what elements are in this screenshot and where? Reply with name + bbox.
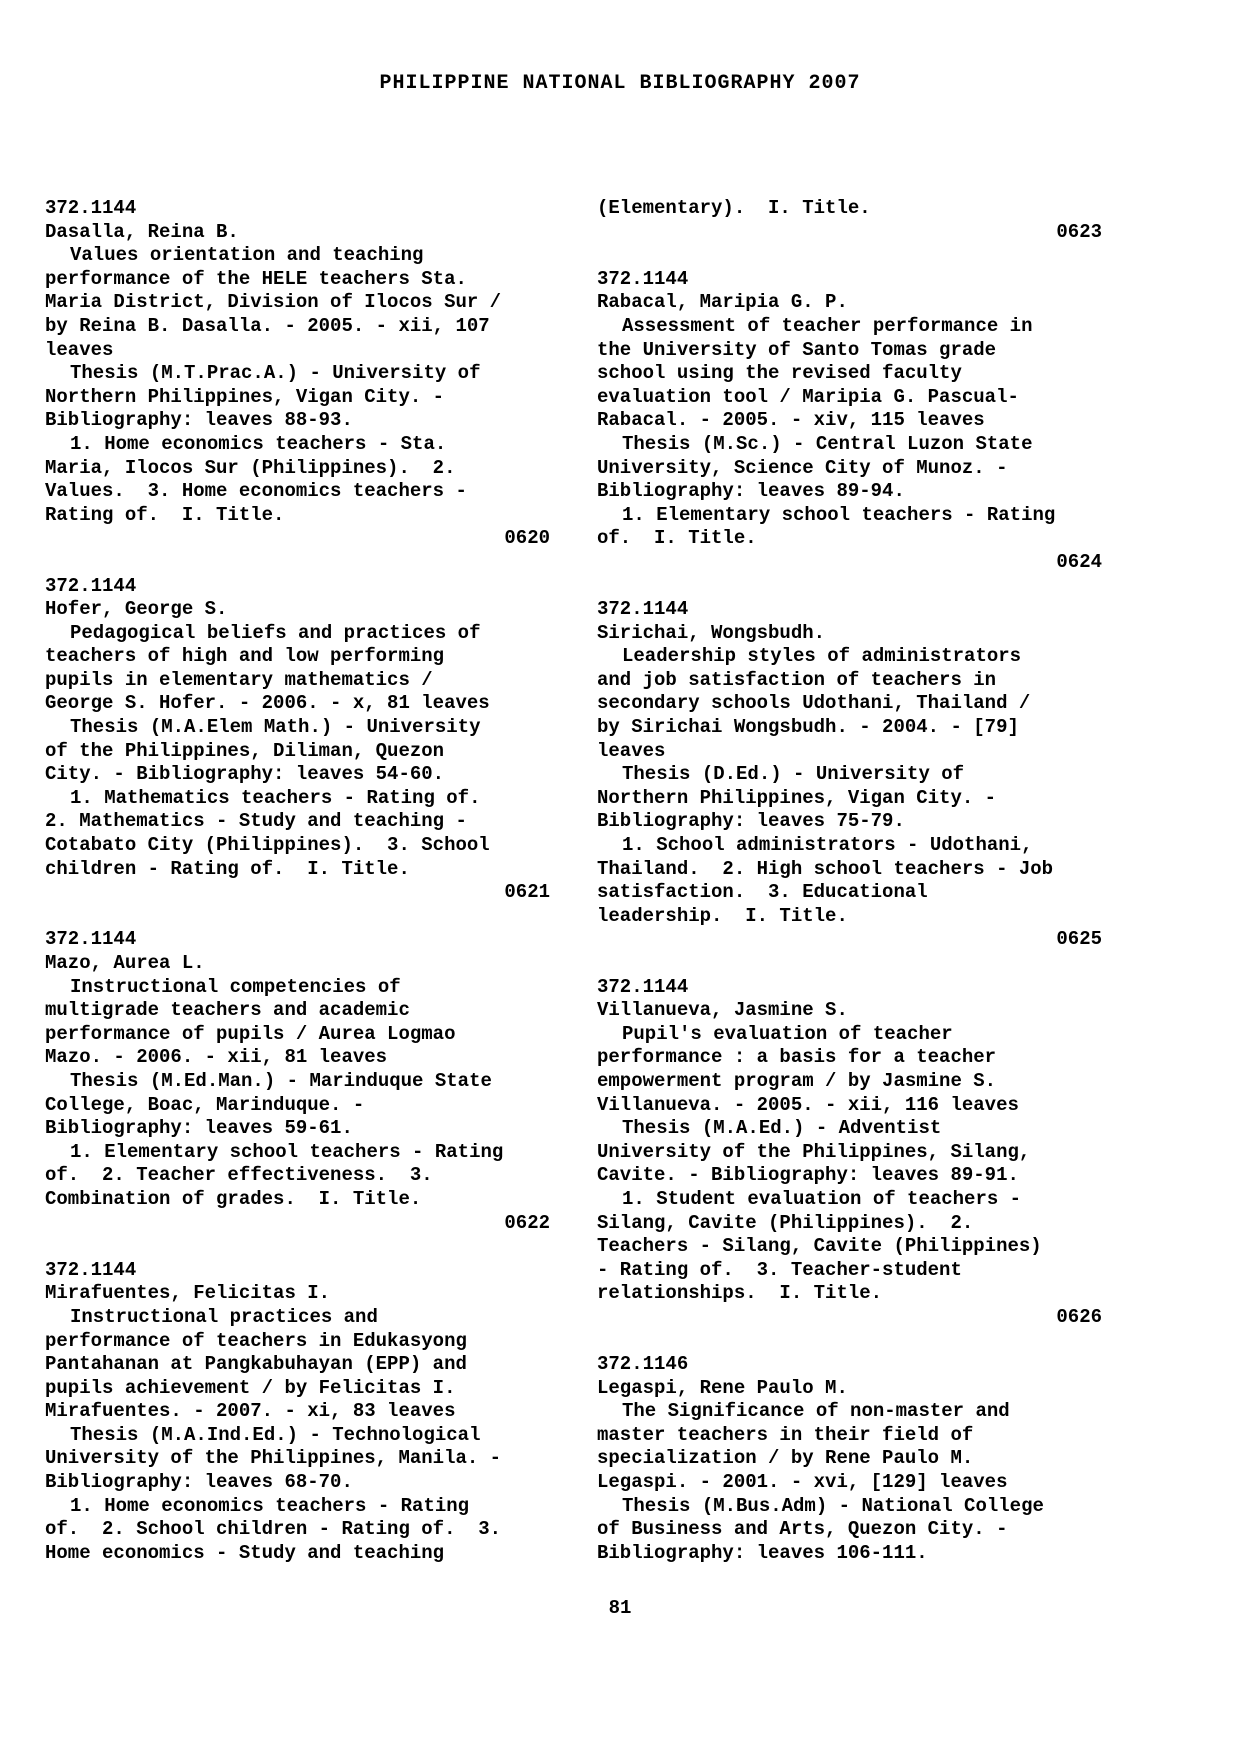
- thesis-note: Thesis (M.T.Prac.A.) - University of: [70, 362, 481, 385]
- call-number: 372.1144: [597, 267, 689, 290]
- title-line: Assessment of teacher performance in: [622, 314, 1033, 337]
- bibliography-entry-0627: [597, 1353, 1102, 1565]
- thesis-note: Northern Philippines, Vigan City. -: [45, 385, 445, 408]
- entry-number: 0625: [1056, 928, 1102, 951]
- subject-line: Values. 3. Home economics teachers -: [45, 480, 467, 503]
- thesis-note: Thesis (M.Ed.Man.) - Marinduque State: [70, 1069, 492, 1092]
- subject-line: relationships. I. Title.: [597, 1282, 883, 1305]
- imprint-line: Rabacal. - 2005. - xiv, 115 leaves: [597, 409, 985, 432]
- bibliography-note: Bibliography: leaves 75-79.: [597, 810, 905, 833]
- thesis-note: Thesis (M.A.Ed.) - Adventist: [622, 1117, 942, 1140]
- title-line: pupils in elementary mathematics /: [45, 668, 433, 691]
- thesis-note: of the Philippines, Diliman, Quezon: [45, 739, 445, 762]
- subject-line: 1. Elementary school teachers - Rating: [70, 1140, 504, 1163]
- thesis-note: Thesis (M.A.Ind.Ed.) - Technological: [70, 1423, 481, 1446]
- subject-line: - Rating of. 3. Teacher-student: [597, 1258, 962, 1281]
- title-line: teachers of high and low performing: [45, 645, 445, 668]
- entry-number: 0623: [1056, 220, 1102, 243]
- subject-line: children - Rating of. I. Title.: [45, 857, 410, 880]
- author: Sirichai, Wongsbudh.: [597, 621, 826, 644]
- bibliography-entry-0620: [45, 197, 550, 551]
- imprint-line: leaves: [45, 338, 114, 361]
- subject-line: of. 2. School children - Rating of. 3.: [45, 1518, 502, 1541]
- title-line: empowerment program / by Jasmine S.: [597, 1069, 997, 1092]
- subject-line: leadership. I. Title.: [597, 904, 848, 927]
- bibliography-entry-0624: [597, 268, 1102, 575]
- title-line: Pedagogical beliefs and practices of: [70, 621, 481, 644]
- thesis-note: of Business and Arts, Quezon City. -: [597, 1518, 1008, 1541]
- bibliography-entry-0623: [45, 1259, 550, 1566]
- title-line: performance of teachers in Edukasyong: [45, 1329, 467, 1352]
- subject-line: 2. Mathematics - Study and teaching -: [45, 810, 467, 833]
- call-number: 372.1144: [597, 975, 689, 998]
- call-number: 372.1146: [597, 1353, 689, 1376]
- bibliography-note: Bibliography: leaves 68-70.: [45, 1471, 353, 1494]
- bibliography-note: Cavite. - Bibliography: leaves 89-91.: [597, 1164, 1019, 1187]
- call-number: 372.1144: [45, 1258, 137, 1281]
- bibliography-note: Bibliography: leaves 88-93.: [45, 409, 353, 432]
- subject-line: of. 2. Teacher effectiveness. 3.: [45, 1164, 433, 1187]
- title-line: Pupil's evaluation of teacher: [622, 1022, 953, 1045]
- thesis-note: Thesis (M.A.Elem Math.) - University: [70, 716, 481, 739]
- entry-number: 0626: [1056, 1305, 1102, 1328]
- bibliography-entry-0625: [597, 598, 1102, 952]
- title-line: master teachers in their field of: [597, 1423, 974, 1446]
- author: Mazo, Aurea L.: [45, 952, 205, 974]
- title-line: Instructional competencies of: [70, 975, 401, 998]
- title-line: performance of pupils / Aurea Logmao: [45, 1022, 456, 1045]
- imprint-line: George S. Hofer. - 2006. - x, 81 leaves: [45, 692, 490, 715]
- imprint-line: by Reina B. Dasalla. - 2005. - xii, 107: [45, 314, 490, 337]
- thesis-note: Thesis (M.Bus.Adm) - National College: [622, 1494, 1044, 1517]
- author: Mirafuentes, Felicitas I.: [45, 1282, 331, 1305]
- subject-line: (Elementary). I. Title.: [597, 197, 871, 219]
- bibliography-note: Bibliography: leaves 89-94.: [597, 480, 905, 503]
- title-line: pupils achievement / by Felicitas I.: [45, 1376, 456, 1399]
- bibliography-note: Bibliography: leaves 59-61.: [45, 1117, 353, 1140]
- title-line: The Significance of non-master and: [622, 1400, 1010, 1423]
- subject-line: Thailand. 2. High school teachers - Job: [597, 857, 1054, 880]
- thesis-note: University of the Philippines, Silang,: [597, 1140, 1031, 1163]
- page-header: PHILIPPINE NATIONAL BIBLIOGRAPHY 2007: [379, 72, 861, 95]
- subject-line: 1. Student evaluation of teachers -: [622, 1187, 1022, 1210]
- title-line: school using the revised faculty: [597, 362, 962, 385]
- author: Dasalla, Reina B.: [45, 220, 239, 243]
- title-line: Instructional practices and: [70, 1305, 378, 1328]
- title-line: performance of the HELE teachers Sta.: [45, 267, 467, 290]
- subject-line: Cotabato City (Philippines). 3. School: [45, 834, 490, 857]
- author: Hofer, George S.: [45, 598, 228, 621]
- thesis-note: University, Science City of Munoz. -: [597, 456, 1008, 479]
- left-column: [45, 197, 550, 1565]
- subject-line: 1. Home economics teachers - Sta.: [70, 432, 447, 455]
- subject-line: Home economics - Study and teaching: [45, 1541, 445, 1564]
- thesis-note: University of the Philippines, Manila. -: [45, 1447, 502, 1470]
- title-line: evaluation tool / Maripia G. Pascual-: [597, 385, 1019, 408]
- bibliography-note: Bibliography: leaves 106-111.: [597, 1541, 928, 1564]
- subject-line: Rating of. I. Title.: [45, 503, 285, 526]
- title-line: and job satisfaction of teachers in: [597, 668, 997, 691]
- subject-line: 1. Home economics teachers - Rating: [70, 1494, 470, 1517]
- bibliography-entry-0623-continued: [597, 197, 1102, 244]
- bibliography-entry-0622: [45, 928, 550, 1235]
- imprint-line: leaves: [597, 739, 666, 762]
- imprint-line: by Sirichai Wongsbudh. - 2004. - [79]: [597, 716, 1019, 739]
- subject-line: Teachers - Silang, Cavite (Philippines): [597, 1235, 1042, 1258]
- thesis-note: College, Boac, Marinduque. -: [45, 1093, 365, 1116]
- call-number: 372.1144: [45, 928, 137, 951]
- subject-line: Maria, Ilocos Sur (Philippines). 2.: [45, 456, 456, 479]
- right-column: [597, 197, 1102, 1565]
- title-line: Leadership styles of administrators: [622, 645, 1022, 668]
- imprint-line: Mirafuentes. - 2007. - xi, 83 leaves: [45, 1400, 456, 1423]
- call-number: 372.1144: [45, 574, 137, 597]
- entry-number: 0621: [504, 881, 550, 904]
- entry-number: 0622: [504, 1211, 550, 1234]
- imprint-line: Legaspi. - 2001. - xvi, [129] leaves: [597, 1471, 1008, 1494]
- subject-line: 1. Mathematics teachers - Rating of.: [70, 786, 481, 809]
- bibliography-entry-0626: [597, 976, 1102, 1330]
- title-line: multigrade teachers and academic: [45, 999, 410, 1022]
- subject-line: 1. School administrators - Udothani,: [622, 834, 1033, 857]
- author: Rabacal, Maripia G. P.: [597, 291, 848, 314]
- subject-line: of. I. Title.: [597, 527, 757, 550]
- author: Legaspi, Rene Paulo M.: [597, 1376, 848, 1399]
- call-number: 372.1144: [45, 197, 137, 219]
- title-line: performance : a basis for a teacher: [597, 1046, 997, 1069]
- title-line: specialization / by Rene Paulo M.: [597, 1447, 974, 1470]
- bibliography-entry-0621: [45, 575, 550, 905]
- author: Villanueva, Jasmine S.: [597, 999, 848, 1022]
- thesis-note: Thesis (D.Ed.) - University of: [622, 763, 965, 786]
- thesis-note: Thesis (M.Sc.) - Central Luzon State: [622, 432, 1033, 455]
- imprint-line: Mazo. - 2006. - xii, 81 leaves: [45, 1046, 388, 1069]
- subject-line: satisfaction. 3. Educational: [597, 881, 928, 904]
- subject-line: 1. Elementary school teachers - Rating: [622, 503, 1056, 526]
- subject-line: Silang, Cavite (Philippines). 2.: [597, 1211, 974, 1234]
- bibliography-note: City. - Bibliography: leaves 54-60.: [45, 763, 445, 786]
- thesis-note: Northern Philippines, Vigan City. -: [597, 786, 997, 809]
- imprint-line: Villanueva. - 2005. - xii, 116 leaves: [597, 1093, 1019, 1116]
- title-line: secondary schools Udothani, Thailand /: [597, 692, 1031, 715]
- title-line: Maria District, Division of Ilocos Sur /: [45, 291, 502, 314]
- entry-number: 0624: [1056, 550, 1102, 573]
- title-line: Pantahanan at Pangkabuhayan (EPP) and: [45, 1353, 467, 1376]
- title-line: Values orientation and teaching: [70, 244, 424, 267]
- title-line: the University of Santo Tomas grade: [597, 338, 997, 361]
- subject-line: Combination of grades. I. Title.: [45, 1187, 422, 1210]
- call-number: 372.1144: [597, 598, 689, 621]
- page-number: 81: [608, 1597, 632, 1619]
- entry-number: 0620: [504, 527, 550, 550]
